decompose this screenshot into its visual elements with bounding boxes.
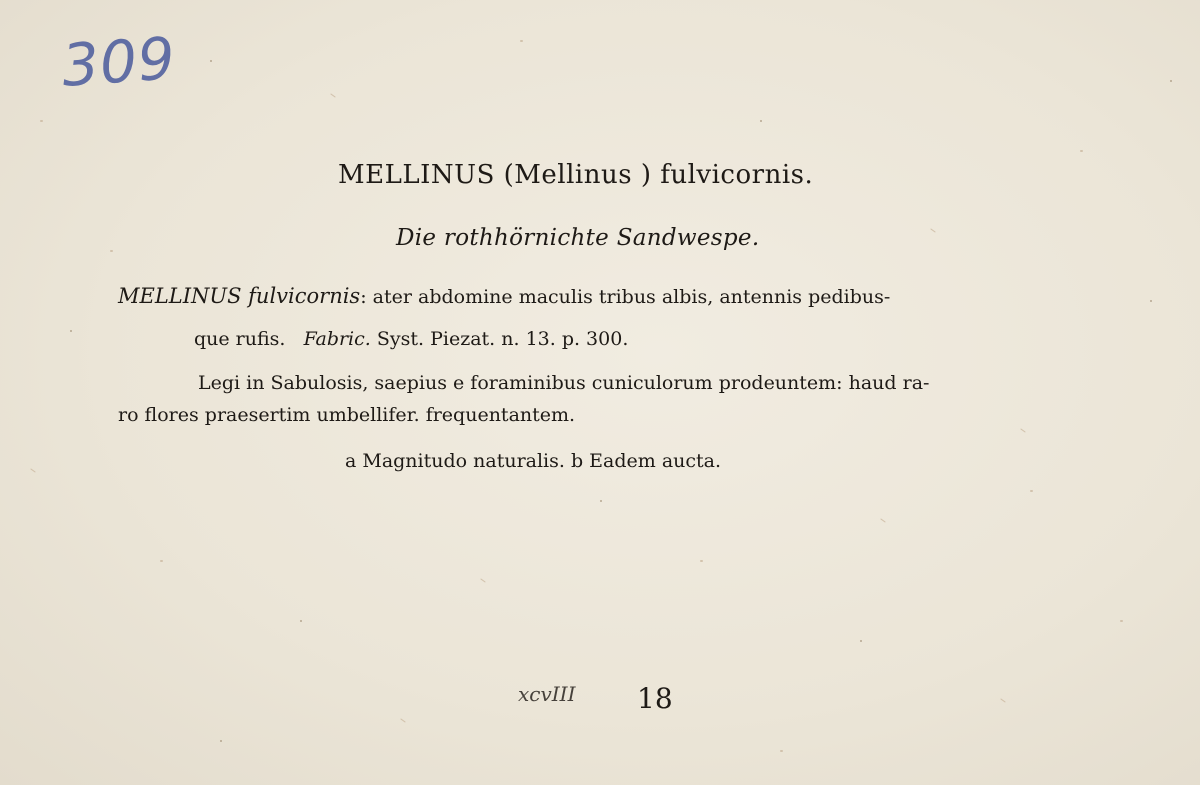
description-text: : ater abdomine maculis tribus albis, antennis pedibus-: [360, 286, 891, 308]
paper-fleck: [1120, 620, 1123, 622]
reference-author: Fabric.: [303, 328, 371, 350]
paper-fleck: [220, 740, 222, 742]
german-common-name: Die rothhörnichte Sandwespe.: [396, 225, 760, 251]
paper-fleck: [160, 560, 163, 562]
page-number: 18: [637, 682, 673, 715]
habitat-line-2: ro flores praesertim umbellifer. frequentantem.: [118, 404, 576, 426]
paper-fleck: [520, 40, 523, 42]
plate-mark: xcvIII: [518, 682, 576, 706]
description-text: que rufis.: [194, 328, 286, 350]
description-line-1: [118, 284, 890, 308]
paper-fleck: [860, 640, 862, 642]
paper-fleck: [1030, 490, 1033, 492]
paper-fleck: [780, 750, 783, 752]
species-name-italic: MELLINUS fulvicornis: [118, 284, 361, 308]
paper-fleck: [210, 60, 212, 62]
habitat-line-1: Legi in Sabulosis, saepius e foraminibus cuniculorum prodeuntem: haud ra-: [198, 372, 930, 394]
paper-fleck: [300, 620, 302, 622]
paper-fleck: [1080, 150, 1083, 152]
species-title: MELLINUS (Mellinus ) fulvicornis.: [338, 160, 814, 190]
figure-caption: a Magnitudo naturalis. b Eadem aucta.: [345, 450, 722, 472]
handwritten-number: 309: [59, 24, 178, 100]
paper-fleck: [1150, 300, 1152, 302]
paper-fleck: [700, 560, 703, 562]
paper-fleck: [110, 250, 113, 252]
paper-fleck: [1170, 80, 1172, 82]
paper-fleck: [600, 500, 602, 502]
paper-fleck: [760, 120, 762, 122]
reference-citation: Syst. Piezat. n. 13. p. 300.: [376, 328, 629, 350]
description-line-2: [194, 328, 628, 350]
paper-fleck: [40, 120, 43, 122]
paper-fleck: [70, 330, 72, 332]
